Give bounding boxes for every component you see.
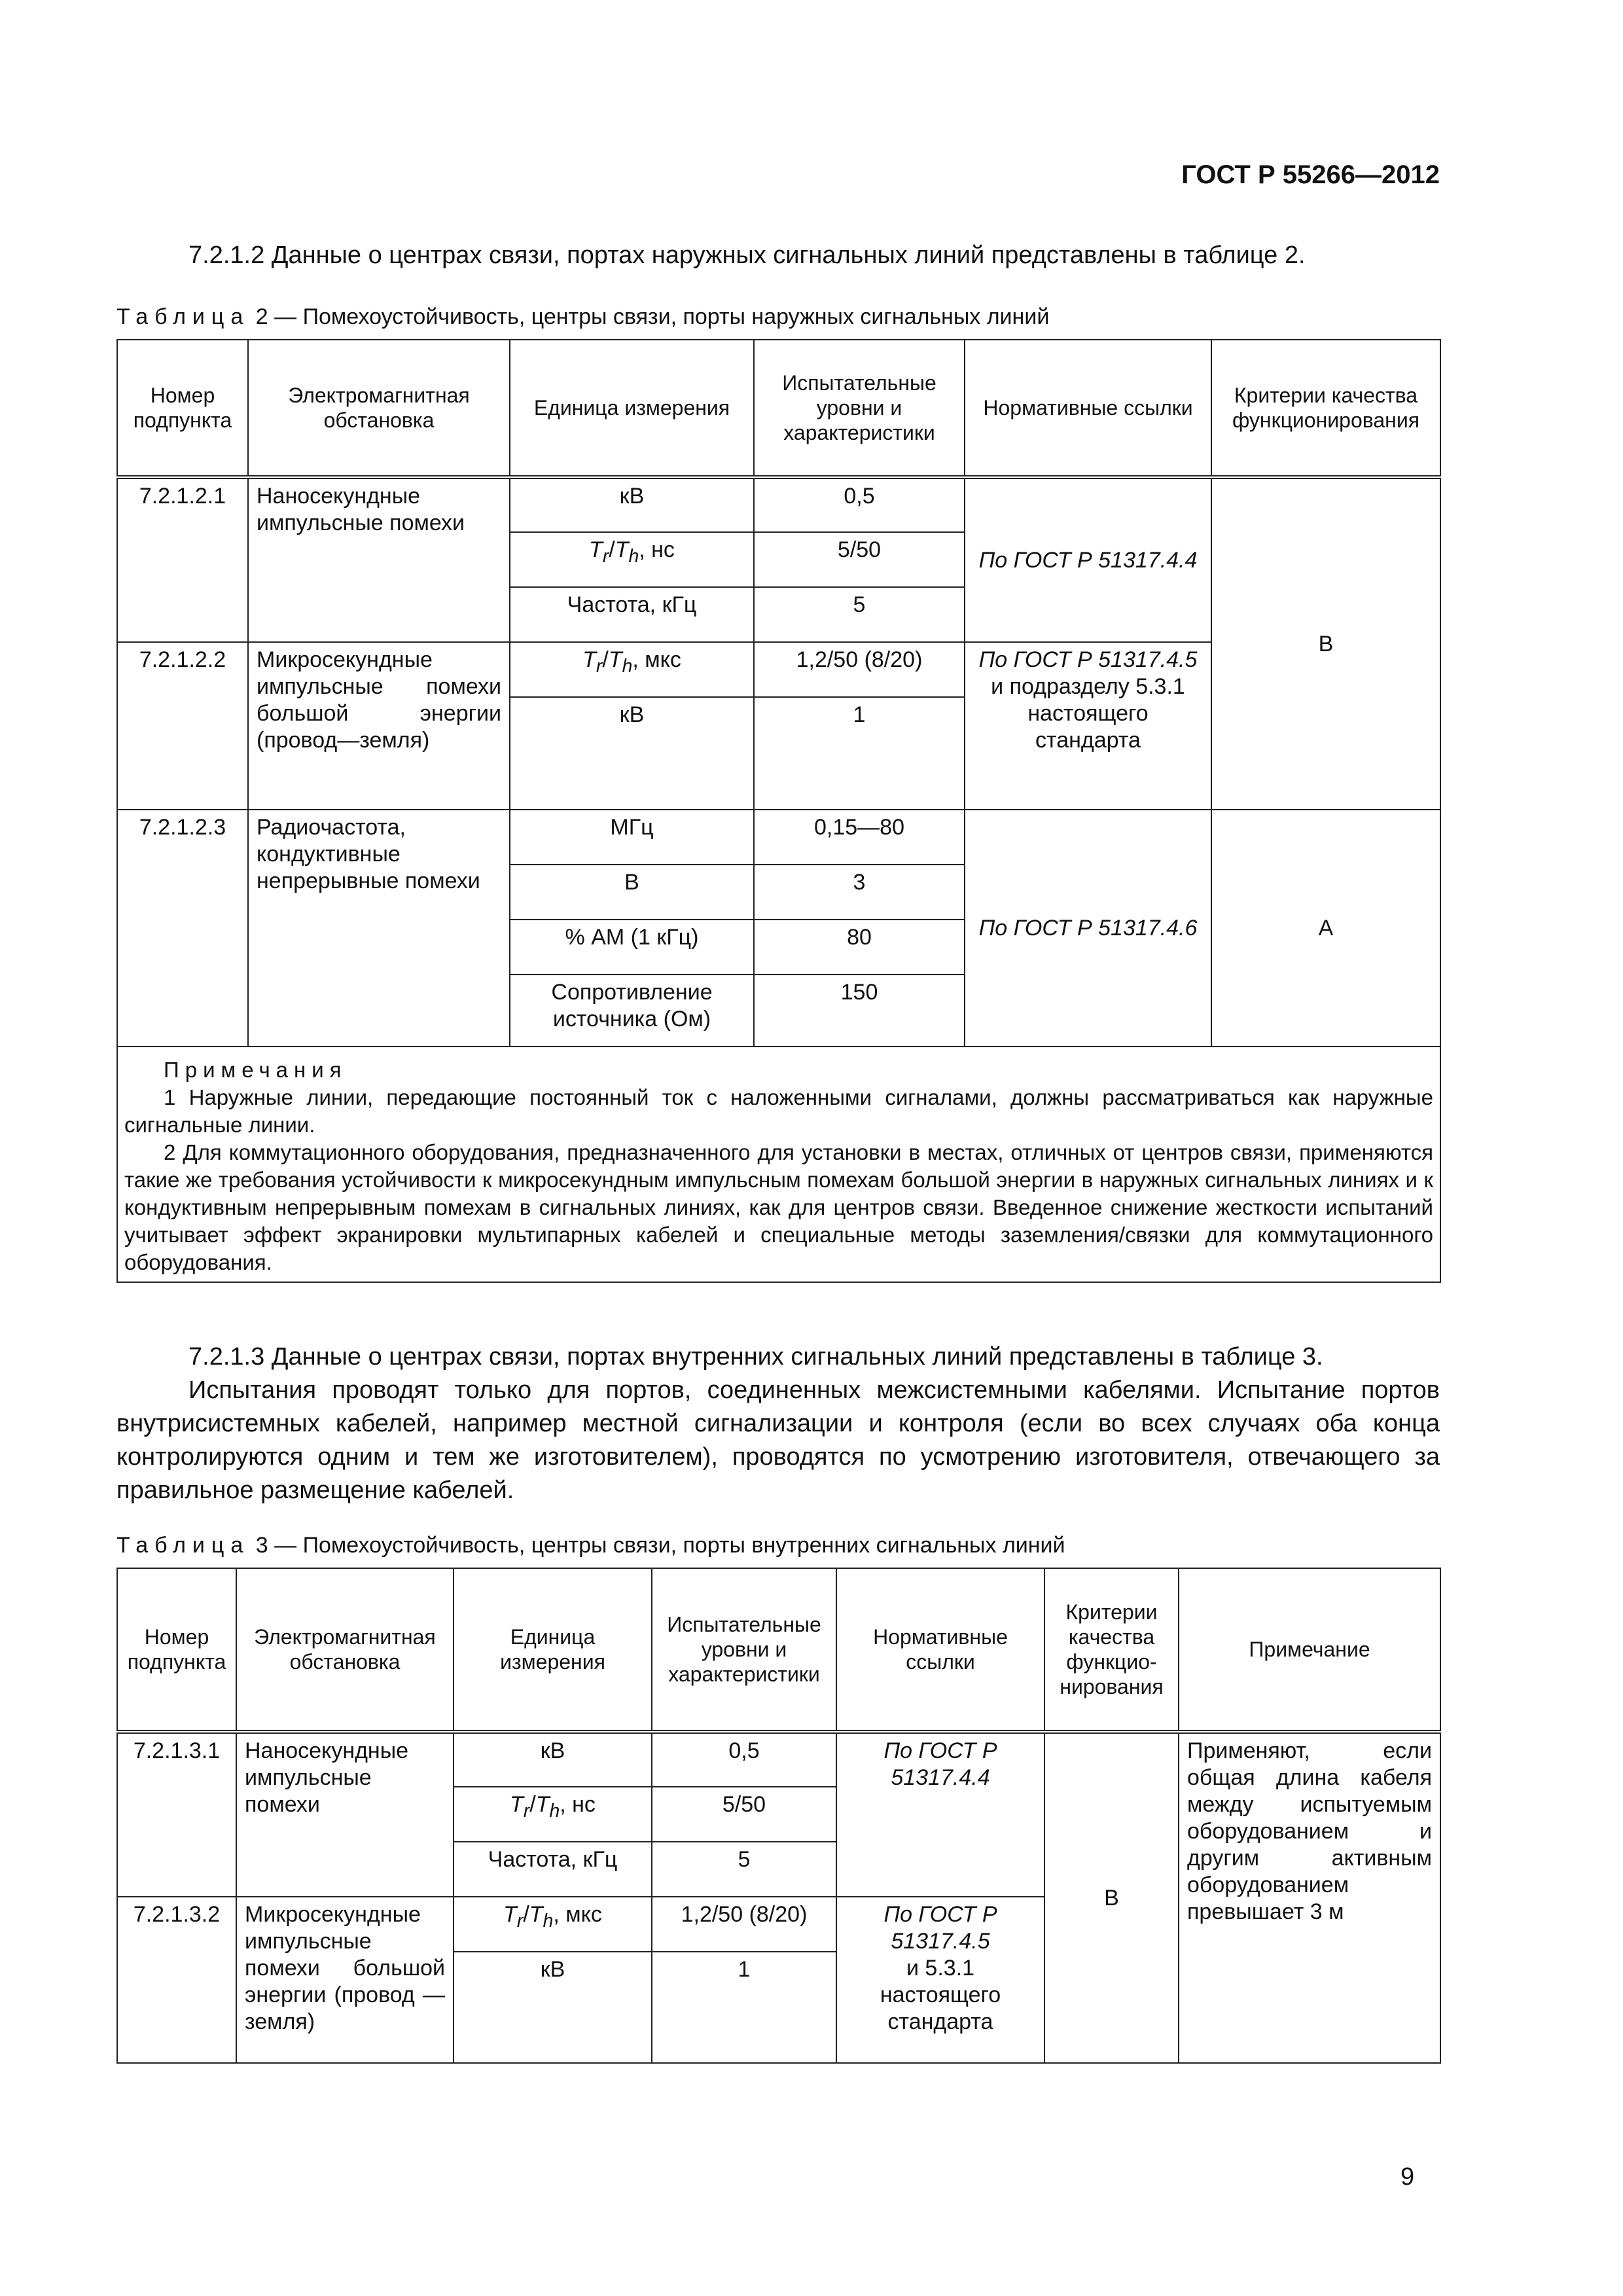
table-2-header-unit: Единица измерения [510, 340, 754, 477]
table-cell-criterion: В [1044, 1732, 1179, 2063]
table-row-number: 7.2.1.2.3 [117, 810, 248, 1047]
table-cell-value: 5/50 [754, 532, 965, 587]
table-cell-value: 0,5 [652, 1732, 836, 1787]
table-cell-criterion: В [1211, 477, 1440, 810]
table-3-header-remark: Примечание [1179, 1568, 1440, 1732]
table-row-number: 7.2.1.2.1 [117, 477, 248, 642]
table-2-header-number: Номер подпункта [117, 340, 248, 477]
table-cell-value: 3 [754, 865, 965, 920]
table-cell-unit: Частота, кГц [510, 587, 754, 642]
table-cell-unit: кВ [454, 1732, 652, 1787]
table-row-number: 7.2.1.3.1 [117, 1732, 236, 1897]
table-row-environment: Наносекундные импульсные помехи [236, 1732, 454, 1897]
table-cell-unit: $T_r/T_h$, мкс [510, 642, 754, 697]
table-row-environment: Микросекундные импульсные помехи большой энергии (провод—земля) [248, 642, 510, 810]
paragraph-7-2-1-2: 7.2.1.2 Данные о центрах связи, портах наружных сигнальных линий представлены в таблице 2. [188, 242, 1306, 269]
reference-subsection: и подразделу 5.3.1 настоящего стандарта [991, 674, 1185, 753]
table-cell-reference: По ГОСТ Р 51317.4.4 [965, 477, 1211, 642]
table-3-header-criteria: Критерии качества функцио-нирования [1044, 1568, 1179, 1732]
table-3-header-references: Нормативные ссылки [836, 1568, 1044, 1732]
table-row-environment: Радиочастота, кондуктивные непрерывные помехи [248, 810, 510, 1047]
table-cell-unit: кВ [510, 697, 754, 810]
document-header: ГОСТ Р 55266—2012 [1181, 160, 1440, 189]
table-3-caption: Таблица 3 — Помехоустойчивость, центры связи, порты внутренних сигнальных линий [116, 1533, 1065, 1558]
table-cell-unit: МГц [510, 810, 754, 865]
table-cell-value: 80 [754, 920, 965, 975]
reference-standard: По ГОСТ Р 51317.4.5 [883, 1902, 997, 1954]
paragraph-7-2-1-3: 7.2.1.3 Данные о центрах связи, портах внутренних сигнальных линий представлены в таблице 3. Испытания проводят только для портов, соединенных межсистемными кабелями. Испытание портов внутрисистемных кабелей, например местной сигнализации и контроля (если во всех случаях оба конца контролируются одним и тем же изготовителем), проводятся по усмотрению изготовителя, отвечающего за правильное размещение кабелей. [116, 1343, 1440, 1504]
table-cell-unit: Сопротивление источника (Ом) [510, 975, 754, 1047]
table-cell-unit: Частота, кГц [454, 1842, 652, 1897]
table-2-header-references: Нормативные ссылки [965, 340, 1211, 477]
table-row-number: 7.2.1.2.2 [117, 642, 248, 810]
table-cell-unit: % АМ (1 кГц) [510, 920, 754, 975]
table-2-caption: Таблица 2 — Помехоустойчивость, центры связи, порты наружных сигнальных линий [116, 304, 1050, 329]
table-cell-reference: По ГОСТ Р 51317.4.6 [965, 810, 1211, 1047]
notes-title: Примечания [164, 1058, 348, 1082]
table-3-header-levels: Испытательные уровни и характеристики [652, 1568, 836, 1732]
table-row-number: 7.2.1.3.2 [117, 1897, 236, 2063]
note-2: 2 Для коммутационного оборудования, предназначенного для установки в местах, отличных от центров связи, применяются такие же требования устойчивости к микросекундным импульсным помехам большой энергии в наружных сигнальных линиях и к кондуктивным непрерывным помехам в сигнальных линиях, как для центров связи. Введенное снижение жесткости испытаний учитывает эффект экранировки мультипарных кабелей и специальные методы заземления/связки для коммутационного оборудования. [124, 1140, 1433, 1274]
table-2 [116, 339, 1441, 1283]
table-cell-value: 5/50 [652, 1787, 836, 1842]
table-3-header-unit: Единица измерения [454, 1568, 652, 1732]
reference-subsection: и 5.3.1 настоящего стандарта [880, 1956, 1001, 2034]
reference-standard: По ГОСТ Р 51317.4.5 [978, 647, 1198, 672]
table-cell-criterion: А [1211, 810, 1440, 1047]
table-cell-unit: кВ [454, 1952, 652, 2063]
table-cell-unit: $T_r/T_h$, нс [454, 1787, 652, 1842]
table-cell-value: 150 [754, 975, 965, 1047]
table-row-environment: Микросекундные импульсные помехи большой энергии (провод — земля) [236, 1897, 454, 2063]
table-cell-value: 1 [754, 697, 965, 810]
table-2-header-environment: Электромагнитная обстановка [248, 340, 510, 477]
table-cell-value: 0,5 [754, 477, 965, 532]
table-2-header-criteria: Критерии качества функционирования [1211, 340, 1440, 477]
page-number: 9 [1400, 2163, 1415, 2191]
table-cell-unit: $T_r/T_h$, мкс [454, 1897, 652, 1952]
table-cell-value: 0,15—80 [754, 810, 965, 865]
table-cell-unit: кВ [510, 477, 754, 532]
table-3 [116, 1568, 1441, 2064]
table-cell-value: 1 [652, 1952, 836, 2063]
table-2-header-levels: Испытательные уровни и характеристики [754, 340, 965, 477]
table-3-header-environment: Электромагнитная обстановка [236, 1568, 454, 1732]
table-cell-value: 5 [754, 587, 965, 642]
table-row-environment: Наносекундные импульсные помехи [248, 477, 510, 642]
table-3-header-number: Номер подпункта [117, 1568, 236, 1732]
table-cell-value: 5 [652, 1842, 836, 1897]
table-cell-value: 1,2/50 (8/20) [754, 642, 965, 697]
table-2-notes [117, 1047, 1440, 1282]
table-cell-reference: По ГОСТ Р 51317.4.4 [836, 1732, 1044, 1897]
table-cell-remark: Применяют, если общая длина кабеля между испытуемым оборудованием и другим активным оборудованием превышает 3 м [1179, 1732, 1440, 2063]
table-cell-value: 1,2/50 (8/20) [652, 1897, 836, 1952]
table-cell-unit: $T_r/T_h$, нс [510, 532, 754, 587]
table-cell-reference [836, 1897, 1044, 2063]
note-1: 1 Наружные линии, передающие постоянный ток с наложенными сигналами, должны рассматриваться как наружные сигнальные линии. [124, 1085, 1433, 1137]
table-cell-reference [965, 642, 1211, 810]
table-cell-unit: В [510, 865, 754, 920]
